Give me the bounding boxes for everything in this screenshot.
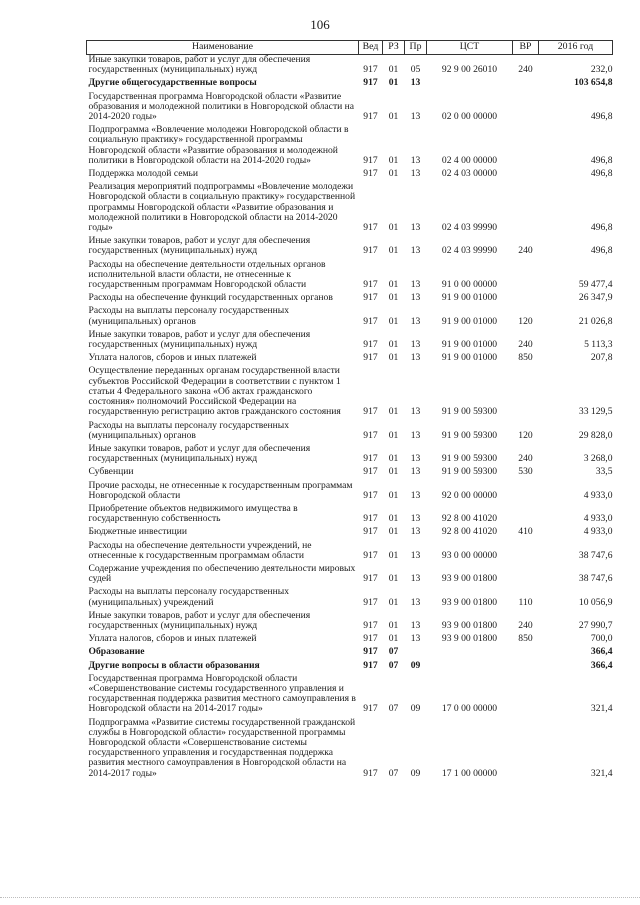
cell-amount: 366,4: [590, 646, 613, 658]
cell-amount: 207,8: [590, 352, 613, 364]
cell-ved: 917: [363, 339, 378, 351]
cell-name: Иные закупки товаров, работ и услуг для обеспечения государственных (муниципальных) нужд: [88, 54, 311, 76]
cell-pr: 13: [410, 339, 421, 351]
cell-pr: 13: [410, 222, 421, 234]
cell-rz: 01: [388, 168, 399, 180]
cell-amount: 4 933,0: [583, 513, 613, 525]
cell-amount: 321,4: [590, 703, 613, 715]
cell-ved: 917: [363, 767, 378, 779]
cell-ved: 917: [363, 453, 378, 465]
cell-rz: 01: [388, 111, 399, 123]
cell-cst: 02 4 03 00000: [441, 168, 498, 180]
cell-pr: 13: [410, 429, 421, 441]
cell-vr: [513, 78, 539, 91]
cell-name: Расходы на выплаты персоналу государственных (муниципальных) органов: [88, 419, 290, 441]
cell-ved: 917: [363, 513, 378, 525]
cell-amount: 33 129,5: [578, 406, 613, 418]
cell-vr: 110: [518, 596, 533, 608]
cell-vr: [513, 718, 539, 782]
table-row: [87, 306, 613, 329]
cell-amount: 700,0: [590, 633, 613, 645]
cell-name: Прочие расходы, не отнесенные к государственным программам Новгородской области: [88, 479, 353, 501]
cell-rz: 01: [388, 429, 399, 441]
cell-rz: 01: [388, 339, 399, 351]
cell-cst: 92 0 00 00000: [441, 489, 498, 501]
cell-vr: [513, 661, 539, 674]
table-row: [87, 125, 613, 169]
cell-cst: 91 9 00 01000: [441, 292, 498, 304]
cell-cst: 91 9 00 01000: [441, 339, 498, 351]
cell-amount: 3 268,0: [583, 453, 613, 465]
cell-vr: [513, 92, 539, 126]
cell-name: Содержание учреждения по обеспечению деятельности мировых судей: [88, 562, 356, 585]
cell-ved: 917: [363, 619, 378, 631]
cell-amount: 496,8: [590, 154, 613, 166]
table-row: [87, 330, 613, 353]
cell-rz: 01: [388, 64, 399, 76]
cell-pr: 13: [410, 292, 421, 304]
cell-ved: 917: [363, 573, 378, 585]
cell-pr: 13: [410, 77, 421, 89]
cell-name: Иные закупки товаров, работ и услуг для обеспечения государственных (муниципальных) нужд: [88, 328, 311, 351]
cell-vr: 240: [518, 64, 533, 76]
cell-amount: 38 747,6: [578, 573, 613, 585]
cell-vr: [513, 125, 539, 169]
cell-pr: [405, 647, 427, 660]
scan-border-line: [0, 897, 640, 898]
cell-rz: 07: [388, 703, 399, 715]
cell-name: Образование: [88, 646, 145, 658]
header-row: [87, 41, 613, 55]
cell-amount: 4 933,0: [583, 489, 613, 501]
cell-name: Уплата налогов, сборов и иных платежей: [88, 633, 257, 645]
cell-pr: 13: [410, 489, 421, 501]
table-row: [87, 182, 613, 236]
cell-pr: 13: [410, 596, 421, 608]
cell-amount: 103 654,8: [574, 77, 613, 89]
table-row: [87, 661, 613, 674]
header-ved: Вед: [359, 41, 383, 55]
cell-rz: 01: [388, 292, 399, 304]
cell-vr: [513, 182, 539, 236]
cell-pr: 13: [410, 466, 421, 478]
budget-table: [86, 40, 613, 782]
cell-pr: 13: [410, 526, 421, 538]
cell-cst: 91 9 00 01000: [441, 352, 498, 364]
cell-name: Субвенции: [88, 466, 134, 478]
cell-rz: 01: [388, 352, 399, 364]
cell-name: Иные закупки товаров, работ и услуг для обеспечения государственных (муниципальных) нужд: [88, 235, 311, 257]
cell-amount: 21 026,8: [578, 315, 613, 327]
cell-rz: 01: [388, 77, 399, 89]
cell-name: Другие общегосударственные вопросы: [88, 77, 257, 89]
cell-vr: [513, 647, 539, 660]
cell-ved: 917: [363, 315, 378, 327]
page-number: 106: [310, 17, 330, 32]
cell-pr: 13: [410, 549, 421, 561]
table-row: [87, 366, 613, 420]
header-cst: ЦСТ: [427, 41, 513, 55]
cell-rz: 01: [388, 596, 399, 608]
cell-vr: 240: [518, 619, 533, 631]
cell-vr: [513, 541, 539, 564]
cell-cst: 92 8 00 41020: [441, 513, 498, 525]
cell-ved: 917: [363, 279, 378, 291]
cell-cst: 02 4 00 00000: [441, 154, 498, 166]
cell-amount: 33,5: [595, 466, 613, 478]
cell-ved: 917: [363, 168, 378, 180]
cell-name: Расходы на обеспечение деятельности отдельных органов исполнительной власти области, не отнесенные к государственным программам Новгородской области: [88, 258, 326, 291]
cell-cst: 92 8 00 41020: [441, 526, 498, 538]
cell-rz: 01: [388, 154, 399, 166]
cell-pr: 13: [410, 352, 421, 364]
table-row: [87, 92, 613, 126]
cell-amount: 232,0: [590, 64, 613, 76]
cell-name: Уплата налогов, сборов и иных платежей: [88, 352, 257, 364]
cell-vr: [513, 504, 539, 527]
cell-name: Реализация мероприятий подпрограммы «Вовлечение молодежи Новгородской области в социальную практику» государственной программы Новгородской области «Развитие образования и молодежной политики в Новгородской области на 2014-2020 годы»: [88, 181, 356, 234]
table-row: [87, 587, 613, 610]
cell-rz: 07: [388, 646, 399, 658]
table-row: [87, 674, 613, 718]
cell-ved: 917: [363, 64, 378, 76]
cell-pr: 13: [410, 513, 421, 525]
cell-vr: [513, 564, 539, 587]
cell-cst: 02 4 03 99990: [441, 245, 498, 257]
cell-rz: 01: [388, 489, 399, 501]
table-row: [87, 527, 613, 540]
table-row: [87, 467, 613, 480]
cell-name: Подпрограмма «Вовлечение молодежи Новгородской области в социальную практику» государственной программы Новгородской области «Развитие образования и молодежной политики в Новгородской области на 2014-2020 годы»: [88, 124, 349, 166]
cell-ved: 917: [363, 245, 378, 257]
cell-pr: 13: [410, 245, 421, 257]
table-row: [87, 647, 613, 660]
cell-ved: 917: [363, 154, 378, 166]
cell-ved: 917: [363, 292, 378, 304]
cell-pr: 13: [410, 619, 421, 631]
cell-cst: 17 1 00 00000: [441, 767, 498, 779]
cell-ved: 917: [363, 659, 378, 671]
cell-amount: 496,8: [590, 245, 613, 257]
cell-vr: 410: [518, 526, 533, 538]
cell-amount: 496,8: [590, 168, 613, 180]
cell-rz: 01: [388, 513, 399, 525]
cell-cst: 17 0 00 00000: [441, 703, 498, 715]
cell-rz: 01: [388, 573, 399, 585]
cell-pr: 13: [410, 154, 421, 166]
cell-pr: 05: [410, 64, 421, 76]
header-pr: Пр: [405, 41, 427, 55]
cell-amount: 5 113,3: [584, 339, 613, 351]
cell-cst: 91 9 00 59300: [441, 466, 498, 478]
cell-cst: 93 9 00 01800: [441, 573, 498, 585]
cell-pr: 09: [410, 767, 421, 779]
header-year: 2016 год: [539, 41, 613, 55]
cell-ved: 917: [363, 429, 378, 441]
cell-ved: 917: [363, 703, 378, 715]
cell-pr: 13: [410, 406, 421, 418]
cell-amount: 321,4: [590, 767, 613, 779]
cell-vr: 120: [518, 315, 533, 327]
cell-ved: 917: [363, 222, 378, 234]
cell-rz: 01: [388, 619, 399, 631]
cell-cst: 91 0 00 00000: [441, 279, 498, 291]
cell-name: Бюджетные инвестиции: [88, 526, 187, 538]
cell-cst: 91 9 00 59300: [441, 429, 498, 441]
header-vr: ВР: [513, 41, 539, 55]
cell-vr: [513, 169, 539, 182]
cell-amount: 496,8: [590, 111, 613, 123]
cell-pr: 13: [410, 573, 421, 585]
cell-name: Подпрограмма «Развитие системы государственной гражданской службы в Новгородской области» государственной программы Новгородской области «Совершенствование системы государственного управления и государственная поддержка развития местного самоуправления в Новгородской области на 2014-2017 годы»: [88, 716, 356, 779]
cell-amount: 4 933,0: [583, 526, 613, 538]
cell-cst: 91 9 00 59300: [441, 453, 498, 465]
cell-ved: 917: [363, 489, 378, 501]
cell-rz: 01: [388, 222, 399, 234]
cell-pr: 09: [410, 703, 421, 715]
table-row: [87, 504, 613, 527]
cell-pr: 13: [410, 111, 421, 123]
cell-vr: [513, 293, 539, 306]
cell-rz: 07: [388, 659, 399, 671]
cell-vr: [513, 260, 539, 294]
cell-rz: 07: [388, 767, 399, 779]
cell-amount: 10 056,9: [578, 596, 613, 608]
cell-ved: 917: [363, 77, 378, 89]
cell-cst: [427, 78, 513, 91]
cell-pr: 13: [410, 168, 421, 180]
cell-name: Другие вопросы в области образования: [88, 659, 260, 671]
cell-rz: 01: [388, 279, 399, 291]
cell-rz: 01: [388, 526, 399, 538]
cell-name: Осуществление переданных органам государственной власти субъектов Российской Федерации в соответствии с пунктом 1 статьи 4 Федерального закона «Об актах гражданского состояния» полномочий Российской Федерации на государственную регистрацию актов гражданского состояния: [88, 365, 341, 418]
cell-vr: [513, 366, 539, 420]
cell-name: Расходы на обеспечение функций государственных органов: [88, 292, 333, 304]
table-row: [87, 541, 613, 564]
cell-cst: [427, 647, 513, 660]
table-row: [87, 55, 613, 79]
cell-cst: 91 9 00 01000: [441, 315, 498, 327]
cell-name: Иные закупки товаров, работ и услуг для обеспечения государственных (муниципальных) нужд: [88, 442, 311, 465]
cell-cst: [427, 661, 513, 674]
cell-vr: 240: [518, 339, 533, 351]
table-row: [87, 718, 613, 782]
cell-rz: 01: [388, 406, 399, 418]
cell-name: Приобретение объектов недвижимого имущества в государственную собственность: [88, 502, 298, 525]
table-header: [87, 41, 613, 55]
cell-ved: 917: [363, 466, 378, 478]
table-row: [87, 634, 613, 647]
cell-rz: 01: [388, 633, 399, 645]
table-row: [87, 236, 613, 259]
header-name: Наименование: [87, 41, 359, 55]
cell-rz: 01: [388, 315, 399, 327]
cell-cst: 91 9 00 59300: [441, 406, 498, 418]
cell-rz: 01: [388, 466, 399, 478]
cell-vr: 850: [518, 633, 533, 645]
cell-rz: 01: [388, 245, 399, 257]
cell-ved: 917: [363, 526, 378, 538]
cell-name: Государственная программа Новгородской области «Совершенствование системы государственного управления и государственная поддержка развития местного самоуправления в Новгородской области на 2014-2017 годы»: [88, 672, 356, 715]
cell-amount: 496,8: [590, 222, 613, 234]
cell-amount: 29 828,0: [578, 429, 613, 441]
cell-name: Поддержка молодой семьи: [88, 168, 199, 180]
cell-amount: 366,4: [590, 659, 613, 671]
cell-name: Расходы на выплаты персоналу государственных (муниципальных) органов: [88, 305, 290, 327]
cell-vr: 240: [518, 245, 533, 257]
cell-amount: 26 347,9: [578, 292, 613, 304]
header-rz: РЗ: [383, 41, 405, 55]
cell-cst: 93 9 00 01800: [441, 633, 498, 645]
table-row: [87, 444, 613, 467]
cell-cst: 92 9 00 26010: [441, 64, 498, 76]
table-row: [87, 564, 613, 587]
cell-pr: 09: [410, 659, 421, 671]
table-row: [87, 421, 613, 444]
cell-vr: 240: [518, 453, 533, 465]
cell-amount: 27 990,7: [578, 619, 613, 631]
cell-vr: 850: [518, 352, 533, 364]
cell-ved: 917: [363, 406, 378, 418]
cell-pr: 13: [410, 279, 421, 291]
table-body: [87, 55, 613, 782]
cell-amount: 59 477,4: [578, 279, 613, 291]
cell-name: Государственная программа Новгородской области «Развитие образования и молодежной политики в Новгородской области на 2014-2020 годы»: [88, 90, 355, 123]
cell-pr: 13: [410, 315, 421, 327]
cell-cst: 93 0 00 00000: [441, 549, 498, 561]
cell-name: Расходы на выплаты персоналу государственных (муниципальных) учреждений: [88, 586, 290, 608]
cell-ved: 917: [363, 633, 378, 645]
cell-rz: 01: [388, 453, 399, 465]
cell-ved: 917: [363, 596, 378, 608]
cell-ved: 917: [363, 111, 378, 123]
cell-vr: 120: [518, 429, 533, 441]
cell-cst: 02 0 00 00000: [441, 111, 498, 123]
cell-pr: 13: [410, 453, 421, 465]
table-row: [87, 481, 613, 504]
table-row: [87, 260, 613, 294]
table-row: [87, 78, 613, 91]
cell-ved: 917: [363, 352, 378, 364]
cell-vr: [513, 674, 539, 718]
cell-ved: 917: [363, 646, 378, 658]
cell-cst: 02 4 03 99990: [441, 222, 498, 234]
cell-amount: 38 747,6: [578, 549, 613, 561]
table-row: [87, 611, 613, 634]
cell-name: Иные закупки товаров, работ и услуг для обеспечения государственных (муниципальных) нужд: [88, 609, 311, 631]
cell-cst: 93 9 00 01800: [441, 619, 498, 631]
cell-pr: 13: [410, 633, 421, 645]
cell-ved: 917: [363, 549, 378, 561]
cell-rz: 01: [388, 549, 399, 561]
cell-cst: 93 9 00 01800: [441, 596, 498, 608]
cell-vr: [513, 481, 539, 504]
cell-name: Расходы на обеспечение деятельности учреждений, не отнесенные к государственным программам области: [88, 539, 312, 561]
cell-vr: 530: [518, 466, 533, 478]
